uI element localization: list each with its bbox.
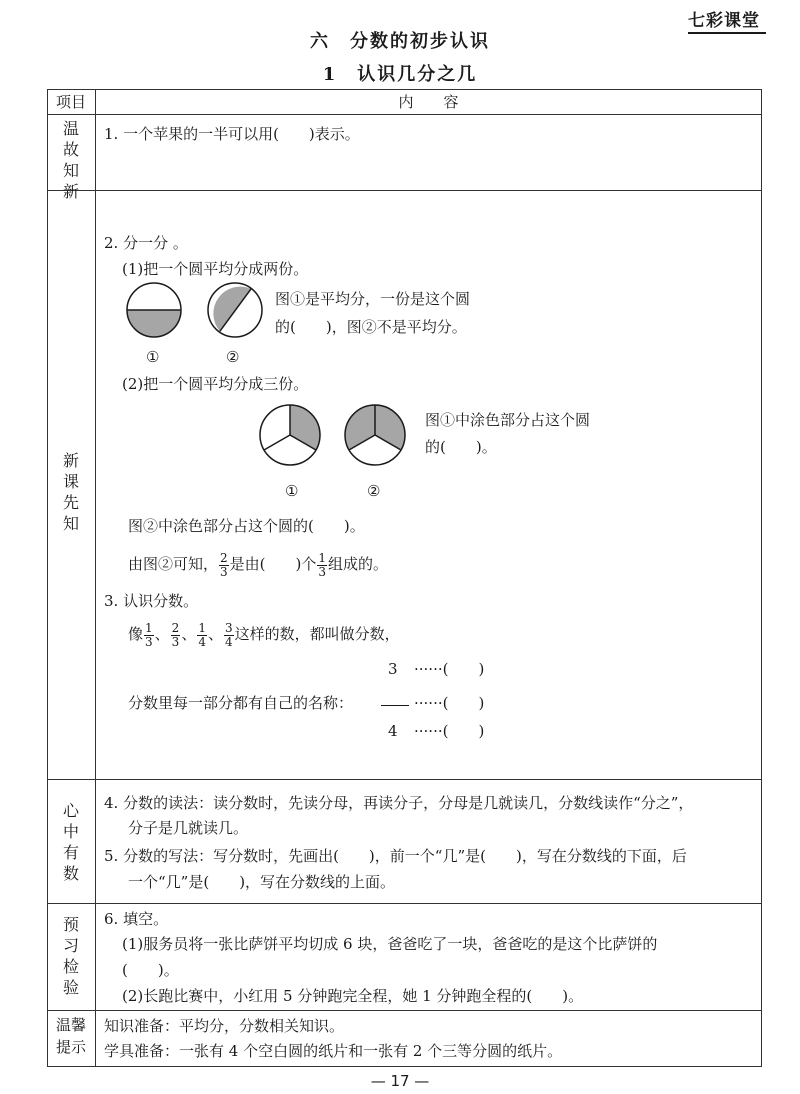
figure-label-2: ② bbox=[367, 482, 381, 500]
question-6: 6. 填空。 bbox=[104, 910, 169, 928]
question-2: 2. 分一分 。 bbox=[104, 234, 188, 252]
thirds-description-a: 图①中涂色部分占这个圆 bbox=[425, 411, 591, 429]
question-3: 3. 认识分数。 bbox=[104, 592, 199, 610]
fraction-2-3: $\frac{2}{3}$ bbox=[171, 620, 180, 649]
example-numerator: 3 bbox=[388, 660, 398, 678]
label-new: 新课先知 bbox=[62, 451, 79, 533]
fraction-1-3: $\frac{1}{3}$ bbox=[145, 620, 153, 649]
halves-description-b: 的( )，图②不是平均分。 bbox=[275, 318, 467, 336]
row-divider bbox=[47, 779, 762, 780]
example-denominator: 4 bbox=[388, 722, 398, 740]
column-divider bbox=[95, 89, 96, 1067]
row-divider bbox=[47, 1010, 762, 1011]
question-4-line-2: 分子是几就读几。 bbox=[128, 819, 249, 837]
page-number: — 17 — bbox=[370, 1072, 430, 1090]
halves-description-a: 图①是平均分，一份是这个圆 bbox=[275, 290, 471, 308]
tip-knowledge: 知识准备：平均分，分数相关知识。 bbox=[104, 1017, 345, 1035]
header-content: 内 容 bbox=[398, 93, 459, 111]
question-6-2: (2)长跑比赛中，小红用 5 分钟跑完全程，她 1 分钟跑全程的( )。 bbox=[122, 987, 584, 1005]
thirds-circle-2 bbox=[345, 405, 405, 465]
figure-label-1: ① bbox=[146, 348, 160, 366]
header-divider bbox=[47, 114, 762, 115]
figure-label-2: ② bbox=[226, 348, 240, 366]
brand-logo: 七彩课堂 bbox=[688, 6, 760, 31]
figure-label-1: ① bbox=[285, 482, 299, 500]
row-divider bbox=[47, 903, 762, 904]
question-2-1: (1)把一个圆平均分成两份。 bbox=[122, 260, 309, 278]
halves-figures bbox=[124, 280, 264, 342]
label-preview: 预习检验 bbox=[62, 915, 79, 997]
question-3-fractions: 像 $\frac{1}{3}$ 、 $\frac{2}{3}$ 、 $\frac{1}{4}$ 、 $\frac{3}{4}$ 这样的数，都叫做分数， bbox=[128, 620, 400, 649]
header-item: 项目 bbox=[55, 93, 86, 111]
question-6-1-line-1: (1)服务员将一张比萨饼平均切成 6 块，爸爸吃了一块，爸爸吃的是这个比萨饼的 bbox=[122, 935, 658, 953]
label-tips: 温馨 提示 bbox=[55, 1016, 86, 1056]
halves-circle-1 bbox=[127, 283, 181, 337]
fraction-names-prompt: 分数里每一部分都有自己的名称： bbox=[128, 694, 354, 712]
fraction-bar bbox=[381, 705, 409, 706]
fraction-1-4: $\frac{1}{4}$ bbox=[198, 620, 206, 649]
label-mind: 心中有数 bbox=[62, 801, 79, 883]
fraction-1-3: $\frac{1}{3}$ bbox=[318, 550, 327, 579]
question-1: 1. 一个苹果的一半可以用( )表示。 bbox=[104, 125, 360, 143]
lesson-title: 1 认识几分之几 bbox=[322, 64, 478, 85]
denominator-blank: ······( ) bbox=[414, 722, 485, 740]
fraction-3-4: $\frac{3}{4}$ bbox=[224, 620, 233, 649]
chapter-title: 六 分数的初步认识 bbox=[310, 31, 490, 52]
numerator-blank: ······( ) bbox=[414, 660, 485, 678]
tip-materials: 学具准备：一张有 4 个空白圆的纸片和一张有 2 个三等分圆的纸片。 bbox=[104, 1042, 563, 1060]
question-5-line-1: 5. 分数的写法：写分数时，先画出( )，前一个“几”是( )，写在分数线的下面，后 bbox=[104, 847, 687, 865]
thirds-circle-1 bbox=[260, 405, 320, 465]
question-5-line-2: 一个“几”是( )，写在分数线的上面。 bbox=[128, 873, 396, 891]
question-2-2-compose: 由图②可知， $\frac{2}{3}$ 是由( )个 $\frac{1}{3}$ 组成的。 bbox=[128, 550, 389, 579]
fraction-line-blank: ······( ) bbox=[414, 694, 485, 712]
halves-circle-2 bbox=[208, 283, 262, 337]
fraction-2-3: $\frac{2}{3}$ bbox=[220, 550, 228, 579]
question-2-2: (2)把一个圆平均分成三份。 bbox=[122, 375, 309, 393]
question-6-1-line-2: ( )。 bbox=[122, 961, 179, 979]
thirds-description-b: 的( )。 bbox=[425, 438, 497, 456]
label-review: 温故知新 bbox=[62, 119, 79, 201]
question-4-line-1: 4. 分数的读法：读分数时，先读分母，再读分子，分母是几就读几，分数线读作“分之”， bbox=[104, 794, 694, 812]
thirds-figures bbox=[258, 403, 408, 469]
row-divider bbox=[47, 190, 762, 191]
question-2-2-shaded: 图②中涂色部分占这个圆的( )。 bbox=[128, 517, 365, 535]
